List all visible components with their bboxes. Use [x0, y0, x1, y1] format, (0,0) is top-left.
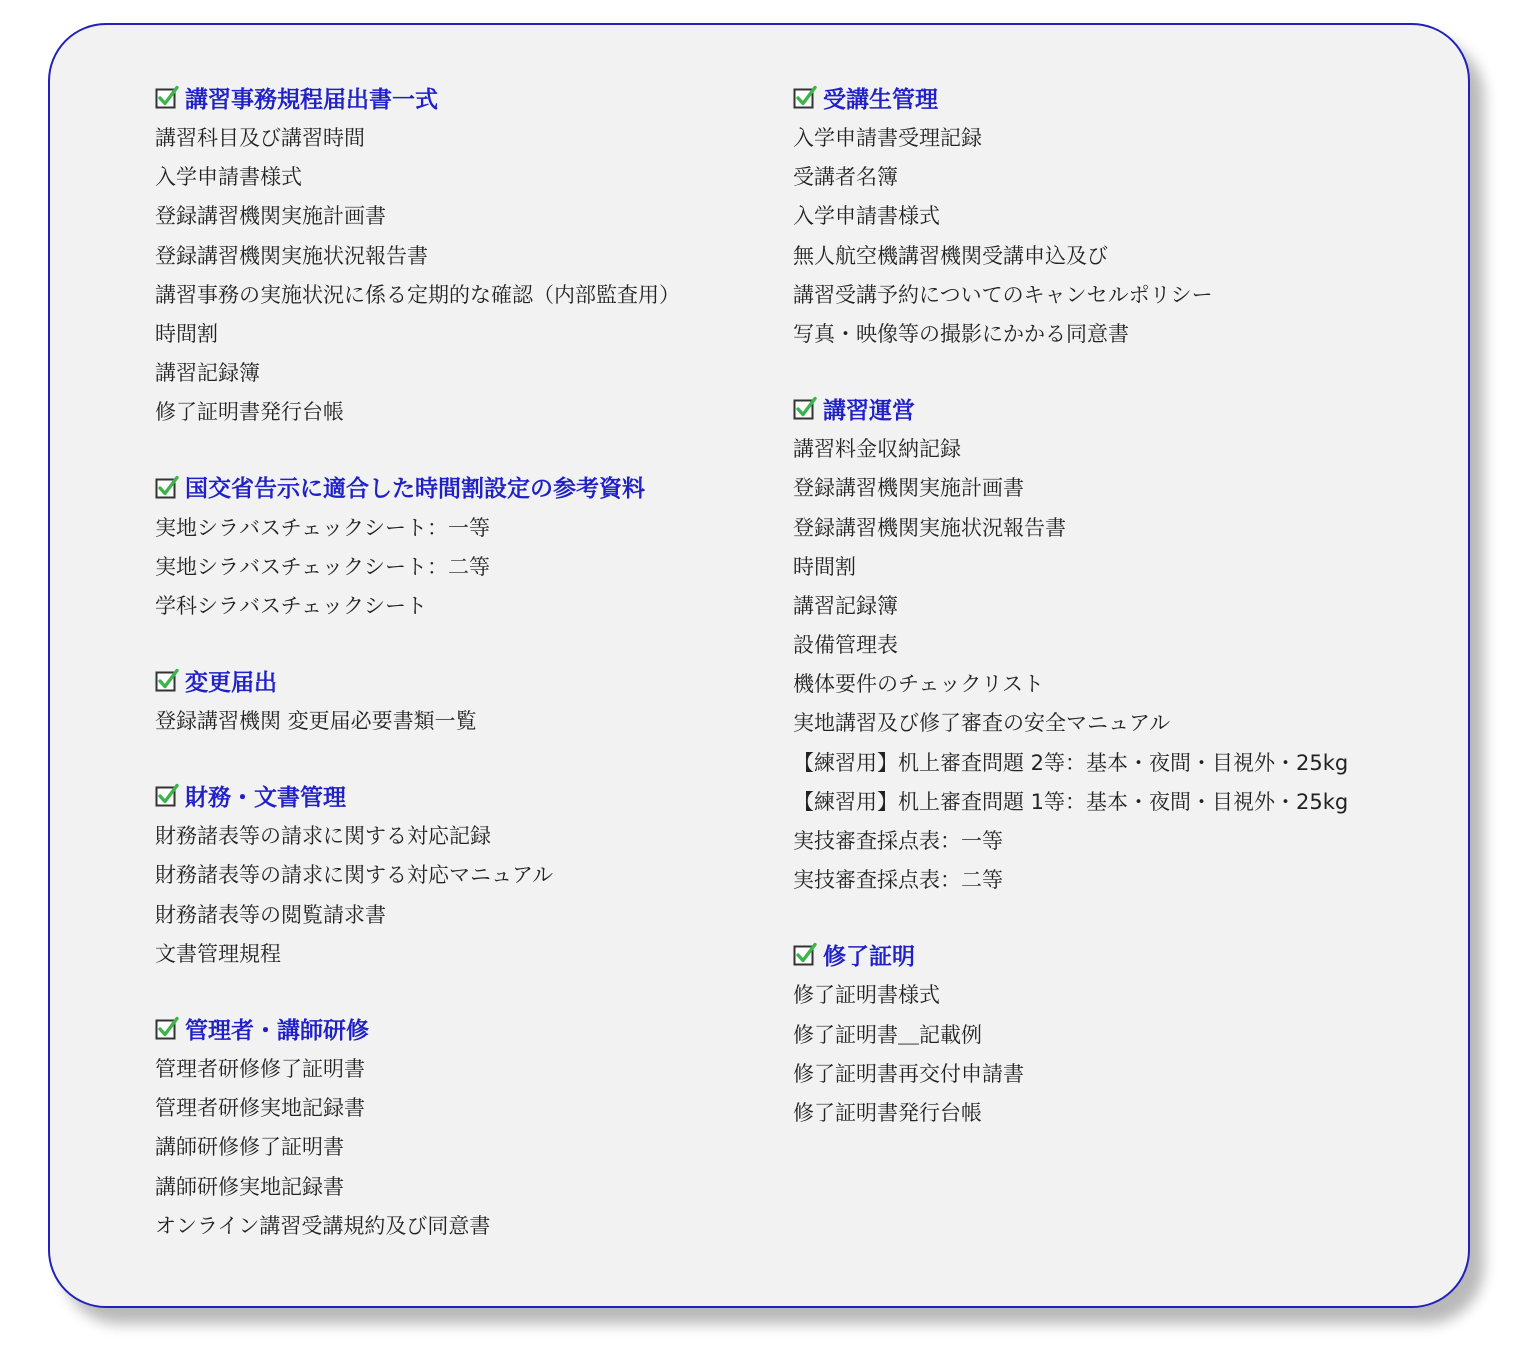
document-item: 設備管理表	[793, 633, 898, 658]
section-heading	[155, 80, 680, 114]
section	[155, 1011, 680, 1246]
section-title: 講習事務規程届出書一式	[185, 86, 438, 113]
document-item: 登録講習機関実施計画書	[155, 204, 386, 229]
section	[793, 391, 1348, 900]
checkbox-checked-icon	[155, 783, 179, 807]
document-item: 講習記録簿	[155, 361, 260, 386]
document-item: オンライン講習受講規約及び同意書	[155, 1213, 491, 1238]
document-item: 管理者研修実地記録書	[155, 1096, 365, 1121]
section-title: 財務・文書管理	[185, 784, 346, 811]
document-item: 講習科目及び講習時間	[155, 126, 365, 150]
section-heading	[793, 937, 1348, 971]
document-item: 入学申請書受理記録	[793, 126, 982, 150]
document-item: 時間割	[155, 321, 218, 346]
document-item: 修了証明書＿記載例	[793, 1022, 982, 1047]
document-item: 写真・映像等の撮影にかかる同意書	[793, 321, 1129, 346]
document-item: 講師研修修了証明書	[155, 1135, 344, 1160]
document-item: 機体要件のチェックリスト	[793, 672, 1044, 697]
document-item: 入学申請書様式	[793, 204, 940, 229]
left-column	[155, 80, 680, 1283]
document-item: 財務諸表等の請求に関する対応記録	[155, 824, 491, 849]
section-title: 管理者・講師研修	[185, 1017, 369, 1044]
document-item: 入学申請書様式	[155, 165, 302, 190]
section-title: 修了証明	[823, 943, 915, 970]
document-item: 登録講習機関 変更届必要書類一覧	[155, 709, 477, 734]
document-item: 実地シラバスチェックシート：一等	[155, 515, 490, 540]
document-item: 無人航空機講習機関受講申込及び	[793, 243, 1108, 268]
section	[155, 778, 680, 974]
section-heading	[793, 80, 1348, 114]
section	[793, 80, 1348, 354]
section	[155, 470, 680, 627]
checkbox-checked-icon	[155, 668, 179, 692]
document-item: 講習受講予約についてのキャンセルポリシー	[793, 282, 1213, 307]
section	[793, 937, 1348, 1133]
document-item: 講師研修実地記録書	[155, 1174, 344, 1199]
document-item: 【練習用】机上審査問題 2等：基本・夜間・目視外・25kg	[793, 750, 1349, 775]
document-item: 講習記録簿	[793, 593, 898, 618]
document-item: 財務諸表等の請求に関する対応マニュアル	[155, 863, 554, 888]
document-item: 登録講習機関実施状況報告書	[155, 243, 428, 268]
document-item: 登録講習機関実施状況報告書	[793, 515, 1066, 540]
document-item: 修了証明書様式	[793, 983, 940, 1008]
document-item: 実地シラバスチェックシート：二等	[155, 554, 490, 579]
section-heading	[155, 778, 680, 812]
document-list-panel	[48, 23, 1470, 1308]
document-item: 講習料金収納記録	[793, 437, 961, 462]
document-item: 【練習用】机上審査問題 1等：基本・夜間・目視外・25kg	[793, 789, 1349, 814]
document-item: 講習事務の実施状況に係る定期的な確認（内部監査用）	[155, 282, 680, 307]
document-item: 学科シラバスチェックシート	[155, 593, 427, 618]
section	[155, 80, 680, 433]
document-item: 修了証明書再交付申請書	[793, 1061, 1024, 1086]
right-column	[793, 80, 1348, 1170]
document-item: 登録講習機関実施計画書	[793, 476, 1024, 501]
document-item: 財務諸表等の閲覧請求書	[155, 902, 386, 927]
document-item: 受講者名簿	[793, 165, 898, 190]
checkbox-checked-icon	[155, 1016, 179, 1040]
section-title: 受講生管理	[823, 86, 938, 113]
document-item: 実地講習及び修了審査の安全マニュアル	[793, 711, 1171, 736]
document-item: 文書管理規程	[155, 941, 281, 966]
section-title: 変更届出	[185, 669, 277, 696]
document-item: 時間割	[793, 554, 856, 579]
document-item: 修了証明書発行台帳	[155, 400, 344, 425]
section-heading	[793, 391, 1348, 425]
section-title: 講習運営	[823, 397, 915, 424]
section-heading	[155, 663, 680, 697]
document-item: 修了証明書発行台帳	[793, 1100, 982, 1125]
checkbox-checked-icon	[155, 85, 179, 109]
section-heading	[155, 1011, 680, 1045]
checkbox-checked-icon	[793, 942, 817, 966]
document-item: 実技審査採点表：一等	[793, 829, 1003, 853]
section-heading	[155, 470, 680, 504]
checkbox-checked-icon	[793, 396, 817, 420]
document-item: 実技審査採点表：二等	[793, 868, 1003, 893]
section-title: 国交省告示に適合した時間割設定の参考資料	[185, 476, 645, 502]
checkbox-checked-icon	[155, 475, 179, 499]
section	[155, 663, 680, 741]
checkbox-checked-icon	[793, 85, 817, 109]
document-item: 管理者研修修了証明書	[155, 1057, 365, 1081]
